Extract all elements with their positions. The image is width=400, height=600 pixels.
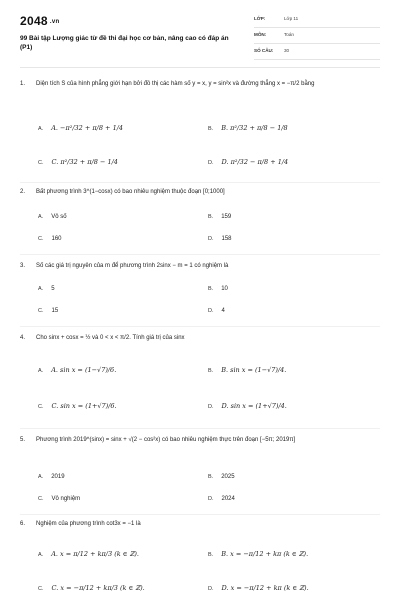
option-d[interactable] (208, 496, 235, 502)
question-1 (20, 80, 380, 100)
question-text: Diện tích S của hình phẳng giới hạn bởi đồ thị các hàm số y = x, y = sin²x và đường thẳng x = −π/2 bằng (36, 81, 315, 87)
meta-value: 30 (284, 48, 290, 53)
question-number: 4. (20, 335, 26, 341)
option-c[interactable] (38, 584, 145, 592)
question-text: Phương trình 2019^(sinx) = sinx + √(2 − cos²x) có bao nhiêu nghiệm thực trên đoạn [−5π; 2019π] (36, 437, 296, 443)
option-letter: C. (38, 586, 44, 592)
question-6 (20, 520, 380, 530)
option-letter: A. (38, 474, 44, 480)
option-text: Vô số (51, 214, 67, 220)
meta-value: Lớp 11 (284, 16, 299, 21)
question-3 (20, 262, 380, 272)
option-letter: B. (208, 474, 214, 480)
option-letter: B. (208, 126, 214, 132)
option-b[interactable] (208, 550, 308, 558)
option-d[interactable] (208, 308, 225, 314)
option-c[interactable] (38, 308, 58, 314)
option-text: 5 (51, 286, 55, 292)
option-d[interactable] (208, 158, 288, 166)
option-b[interactable] (208, 286, 228, 292)
option-text: D. π²/32 − π/8 + 1/4 (221, 158, 289, 166)
question-divider (20, 326, 380, 327)
option-text: 4 (221, 308, 225, 314)
option-c[interactable] (38, 158, 118, 166)
option-letter: A. (38, 214, 44, 220)
option-b[interactable] (208, 124, 288, 132)
option-letter: D. (208, 160, 214, 166)
site-logo[interactable] (20, 14, 59, 28)
option-text: 159 (221, 214, 232, 220)
option-text: D. x = −π/12 + kπ (k ∈ ℤ). (221, 584, 309, 592)
header-divider (20, 67, 380, 68)
option-text: A. −π²/32 + π/8 + 1/4 (51, 124, 124, 132)
option-letter: C. (38, 404, 44, 410)
option-a[interactable] (38, 286, 55, 292)
option-letter: B. (208, 286, 214, 292)
option-c[interactable] (38, 236, 62, 242)
option-letter: B. (208, 214, 214, 220)
option-b[interactable] (208, 366, 286, 374)
meta-value: Toán (284, 32, 294, 37)
meta-key: LỚP: (254, 16, 266, 21)
option-letter: D. (208, 586, 214, 592)
question-text: Cho sinx + cosx = ½ và 0 < x < π/2. Tính giá trị của sinx (36, 335, 185, 341)
option-text: 2024 (221, 496, 235, 502)
option-a[interactable] (38, 550, 139, 558)
question-number: 3. (20, 263, 26, 269)
option-a[interactable] (38, 366, 116, 374)
option-letter: C. (38, 236, 44, 242)
question-text: Số các giá trị nguyên của m để phương trình 2sinx − m = 1 có nghiệm là (36, 263, 229, 269)
option-letter: D. (208, 236, 214, 242)
option-text: 10 (221, 286, 228, 292)
question-4 (20, 334, 380, 344)
option-text: B. π²/32 + π/8 − 1/8 (221, 124, 288, 132)
option-letter: D. (208, 308, 214, 314)
option-text: Vô nghiệm (51, 496, 81, 502)
document-title: 99 Bài tập Lượng giác từ đề thi đại học cơ bản, nâng cao có đáp án (P1) (20, 35, 229, 51)
option-letter: A. (38, 126, 44, 132)
option-letter: A. (38, 368, 44, 374)
question-number: 5. (20, 437, 26, 443)
option-a[interactable] (38, 214, 67, 220)
option-text: B. sin x = (1−√7)/4. (221, 366, 287, 374)
option-text: 160 (51, 236, 62, 242)
question-divider (20, 428, 380, 429)
question-number: 2. (20, 189, 26, 195)
question-divider (20, 514, 380, 515)
question-divider (20, 254, 380, 255)
option-letter: D. (208, 496, 214, 502)
meta-row-count (254, 44, 380, 60)
option-d[interactable] (208, 236, 232, 242)
option-text: D. sin x = (1+√7)/4. (221, 402, 287, 410)
option-text: C. π²/32 + π/8 − 1/4 (51, 158, 118, 166)
option-text: A. sin x = (1−√7)/6. (51, 366, 117, 374)
option-letter: D. (208, 404, 214, 410)
option-letter: C. (38, 308, 44, 314)
question-divider (20, 182, 380, 183)
option-c[interactable] (38, 496, 80, 502)
option-a[interactable] (38, 474, 65, 480)
option-letter: A. (38, 286, 44, 292)
option-c[interactable] (38, 402, 117, 410)
meta-row-subject (254, 28, 380, 44)
option-text: A. x = π/12 + kπ/3 (k ∈ ℤ). (51, 550, 139, 558)
option-text: 2025 (221, 474, 235, 480)
meta-key: SỐ CÂU: (254, 48, 274, 53)
question-number: 6. (20, 521, 26, 527)
option-d[interactable] (208, 584, 309, 592)
option-letter: C. (38, 496, 44, 502)
option-text: 2019 (51, 474, 65, 480)
option-text: C. sin x = (1+√7)/6. (51, 402, 117, 410)
option-text: C. x = −π/12 + kπ/3 (k ∈ ℤ). (51, 584, 145, 592)
question-2 (20, 188, 380, 198)
logo-suffix: .vn (49, 18, 60, 25)
option-d[interactable] (208, 402, 287, 410)
option-letter: A. (38, 552, 44, 558)
meta-key: MÔN: (254, 32, 267, 37)
question-5 (20, 436, 380, 456)
option-b[interactable] (208, 474, 235, 480)
logo-text: 2048 (20, 14, 48, 28)
option-letter: C. (38, 160, 44, 166)
option-b[interactable] (208, 214, 231, 220)
question-text: Bất phương trình 3^(1−cosx) có bao nhiêu nghiệm thuộc đoạn [0;1000] (36, 189, 225, 195)
option-a[interactable] (38, 124, 123, 132)
meta-row-grade (254, 12, 380, 28)
option-text: B. x = −π/12 + kπ (k ∈ ℤ). (221, 550, 309, 558)
option-text: 158 (221, 236, 232, 242)
option-letter: B. (208, 552, 214, 558)
question-number: 1. (20, 81, 26, 87)
question-text: Nghiệm của phương trình cot3x = −1 là (36, 521, 141, 527)
option-letter: B. (208, 368, 214, 374)
option-text: 15 (51, 308, 59, 314)
